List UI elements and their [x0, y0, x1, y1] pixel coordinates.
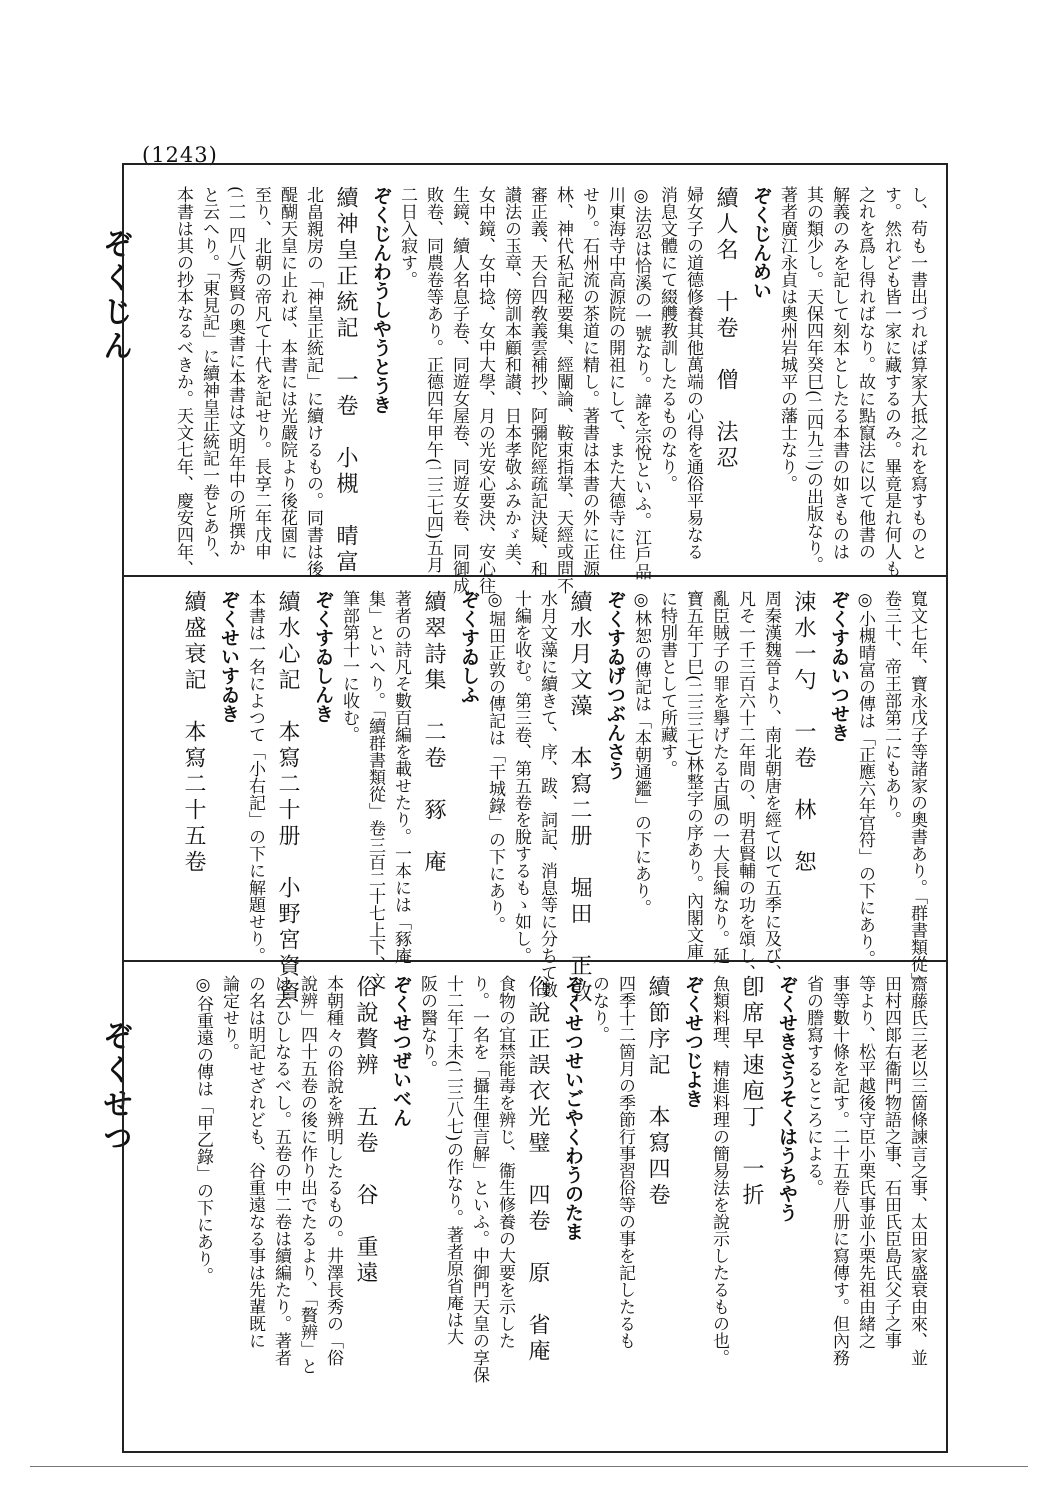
- text-line: 解義のみを記して刻本としたる本書の如きものは: [829, 186, 849, 560]
- entry-reading-heading: ぞくせつせいごやくわうのたま: [562, 975, 584, 1241]
- text-line: 周秦漢魏晉より、南北朝唐を經て以て五季に及び、: [761, 590, 781, 981]
- text-line: 川東海寺中高源院の開祖にして、また大德寺に住: [605, 186, 625, 560]
- entry-reading-heading: ぞくせつぜいべん: [390, 975, 412, 1127]
- text-line: ◎谷重遠の傳は「甲乙錄」の下にあり。: [193, 975, 213, 1284]
- entry-title: 續翠詩集 二卷 豩 庵: [421, 590, 446, 876]
- text-line: 敗卷、同農卷等あり。正德四年甲午(二三七四)五月: [423, 186, 443, 574]
- text-line: 卷三十、帝王部第二にもあり。: [881, 590, 901, 828]
- scan-edge-line: [30, 1466, 1028, 1467]
- entry-reading-heading: ぞくすゐいつせき: [828, 590, 850, 742]
- entry-title: 續節序記 本寫四卷: [645, 975, 670, 1209]
- text-line: 婦女子の道德修養其他萬端の心得を通俗平易なる: [683, 186, 703, 560]
- entry-reading-heading: ぞくじんめい: [750, 186, 772, 300]
- text-line: 寬文七年、寶永戊子等諸家の奧書あり。「群書類從」: [907, 590, 927, 990]
- text-line: 女中鏡、女中捻、女中大學、月の光安心要決、安心往: [475, 186, 495, 594]
- text-line: は云ひしなるべし。五卷の中二卷は續編たり。著者: [271, 975, 291, 1366]
- entry-title: 續水心記 本寫二十册 小野宮資資: [275, 590, 300, 1006]
- entry-reading-heading: ぞくじんわうしやうとうき: [370, 186, 392, 414]
- text-line: 等より、松平越後守臣小栗氏事並小栗先祖由緒之: [855, 975, 875, 1349]
- text-line: 亂臣賊子の罪を擧げたる古風の一大長編なり。延: [709, 590, 729, 964]
- text-line: し、苟も一書出づれば算家大抵之れを寫すものと: [907, 186, 927, 560]
- entry-reading-heading: ぞくすゐしんき: [312, 590, 334, 723]
- text-line: と云へり。「東見記」に續神皇正統記一卷とあり、: [199, 186, 219, 569]
- text-line: のなり。: [589, 975, 609, 1043]
- text-line: 魚類料理、精進料理の簡易法を說示したるもの也。: [709, 975, 729, 1366]
- text-line: ◎堀田正敦の傳記は「干城錄」の下にあり。: [485, 590, 505, 933]
- text-line: 省の謄寫するところによる。: [803, 975, 823, 1196]
- entry-title: 續神皇正統記 一卷 小槻 晴富: [333, 186, 358, 576]
- text-line: 論定せり。: [219, 975, 239, 1060]
- text-line: せり。石州流の茶道に精し。著書は本書の外に正源: [579, 186, 599, 577]
- text-line: 凡そ一千三百六十二年間の、明君賢輔の功を頌し、: [735, 590, 755, 981]
- entry-reading-heading: ぞくすゐげつぶんさう: [604, 590, 626, 780]
- text-line: 著者廣江永貞は奧州岩城平の藩士なり。: [777, 186, 797, 492]
- text-line: に特別書として所藏す。: [657, 590, 677, 777]
- entry-title: 俗說正誤衣光璧 四卷 原 省庵: [525, 975, 550, 1365]
- text-line: 阪の醫なり。: [417, 975, 437, 1077]
- text-line: 十編を收む。第三卷、第五卷を脫するもゝ如し。: [511, 590, 531, 964]
- entry-reading-heading: ぞくせつじよき: [682, 975, 704, 1108]
- text-line: 消息文體にて綴艭教訓したるものなり。: [657, 186, 677, 492]
- text-line: 四季十二箇月の季節行事習俗等の事を記したるも: [615, 975, 635, 1349]
- text-line: 生鏡、續人名息子卷、同遊女屋卷、同遊女卷、同御成: [449, 186, 469, 594]
- text-line: 北畠親房の「神皇正統記」に續けるもの。同書は後: [303, 186, 323, 577]
- entry-title: 卽席早速庖丁 一折: [739, 975, 764, 1209]
- text-line: 醍醐天皇に止れば、本書には光嚴院より後花園に: [277, 186, 297, 560]
- text-line: 食物の宜禁能毒を辨じ、衞生修養の大要を示した: [495, 975, 515, 1349]
- text-line: 十二年丁未(二三八七)の作なり。著者原省庵は大: [443, 975, 463, 1346]
- text-line: ◎林恕の傳記は「本朝通鑑」の下にあり。: [631, 590, 651, 916]
- entry-title: 續水月文藻 本寫二册 堀田 正敦: [567, 590, 592, 1006]
- text-line: 林、神代私記秘要集、經闡論、鞍束指掌、天經或問不: [553, 186, 573, 594]
- text-line: 二日入寂す。: [397, 186, 417, 288]
- side-label-top: ぞくじん: [97, 228, 132, 364]
- text-line: 本朝種々の俗說を辨明したるもの。井澤長秀の「俗: [323, 975, 343, 1366]
- text-line: 之れを爲し得ればなり。故に點竄法に以て他書の: [855, 186, 875, 560]
- text-line: 其の類少し。天保四年癸巳(二四九三)の出版なり。: [803, 186, 823, 574]
- text-line: ◎法忍は恰溪の一號なり。諱を宗悅といふ。江戶品: [631, 186, 651, 580]
- text-line: 著者の詩凡そ數百編を載せたり。一本には「豩庵: [391, 590, 411, 964]
- text-line: の名は明記せざれども、谷重遠なる事は先輩既に: [245, 975, 265, 1349]
- text-line: 至り、北朝の帝凡て十代を記せり。長享二年戊申: [251, 186, 271, 560]
- entry-reading-heading: ぞくせいすゐき: [218, 590, 240, 723]
- side-label-bottom: ぞくせつ: [97, 1020, 132, 1156]
- text-line: 讃法の玉章、傍訓本顧和讃、日本孝敬ふみかゞ美、: [501, 186, 521, 577]
- text-line: ◎小槻晴富の傳は「正應六年官符」の下にあり。: [855, 590, 875, 967]
- text-line: 齋藤氏三老以三箇條諫言之事、太田家盛衰由來、並: [907, 975, 927, 1366]
- text-line: 田村四郞右衞門物語之事、石田氏臣島氏父子之事: [881, 975, 901, 1349]
- text-line: 本書は一名によつて「小右記」の下に解題せり。: [245, 590, 265, 964]
- text-line: 寶五年丁巳(二三三七)林整字の序あり。內閣文庫: [683, 590, 703, 961]
- bottom-text-block: [140, 975, 930, 1445]
- text-line: 筆部第十一に收む。: [339, 590, 359, 743]
- middle-text-block: [140, 590, 930, 1006]
- entry-title: 涑水一勺 一卷 林 恕: [791, 590, 816, 876]
- entry-reading-heading: ぞくすゐしふ: [458, 590, 480, 704]
- text-line: 本書は其の抄本なるべきか。天文七年、慶安四年、: [173, 186, 193, 577]
- entry-reading-heading: ぞくせきさうそくはうちやう: [776, 975, 798, 1222]
- entry-title: 俗說贅辨 五卷 谷 重遠: [353, 975, 378, 1287]
- text-line: 事等數十條を記す。二十五卷八册に寫傳す。但內務: [829, 975, 849, 1366]
- text-line: 水月文藻に續きて、序、跋、詞記、消息等に分ちて數: [537, 590, 557, 998]
- text-line: す。然れども皆一家に藏するのみ。畢竟是れ何人も: [881, 186, 901, 577]
- text-line: (二一四八)秀賢の奧書に本書は文明年中の所撰か: [225, 186, 245, 557]
- entry-title: 續人名 十卷 僧 法忍: [713, 186, 738, 472]
- text-line: り。一名を「攝生俚言解」といふ。中御門天皇の享保: [469, 975, 489, 1383]
- text-line: 審正義、天台四敎義雲補抄、阿彌陀經疏記決疑、和: [527, 186, 547, 577]
- text-line: 集」といへり。「續群書類從」卷三百二十七上下、文: [365, 590, 385, 990]
- text-line: 說辨」四十五卷の後に作り出でたるより、「贅辨」と: [297, 975, 317, 1375]
- entry-title: 續盛衰記 本寫二十五卷: [181, 590, 206, 876]
- top-text-block: [140, 186, 930, 594]
- page-number: (1243): [142, 143, 218, 167]
